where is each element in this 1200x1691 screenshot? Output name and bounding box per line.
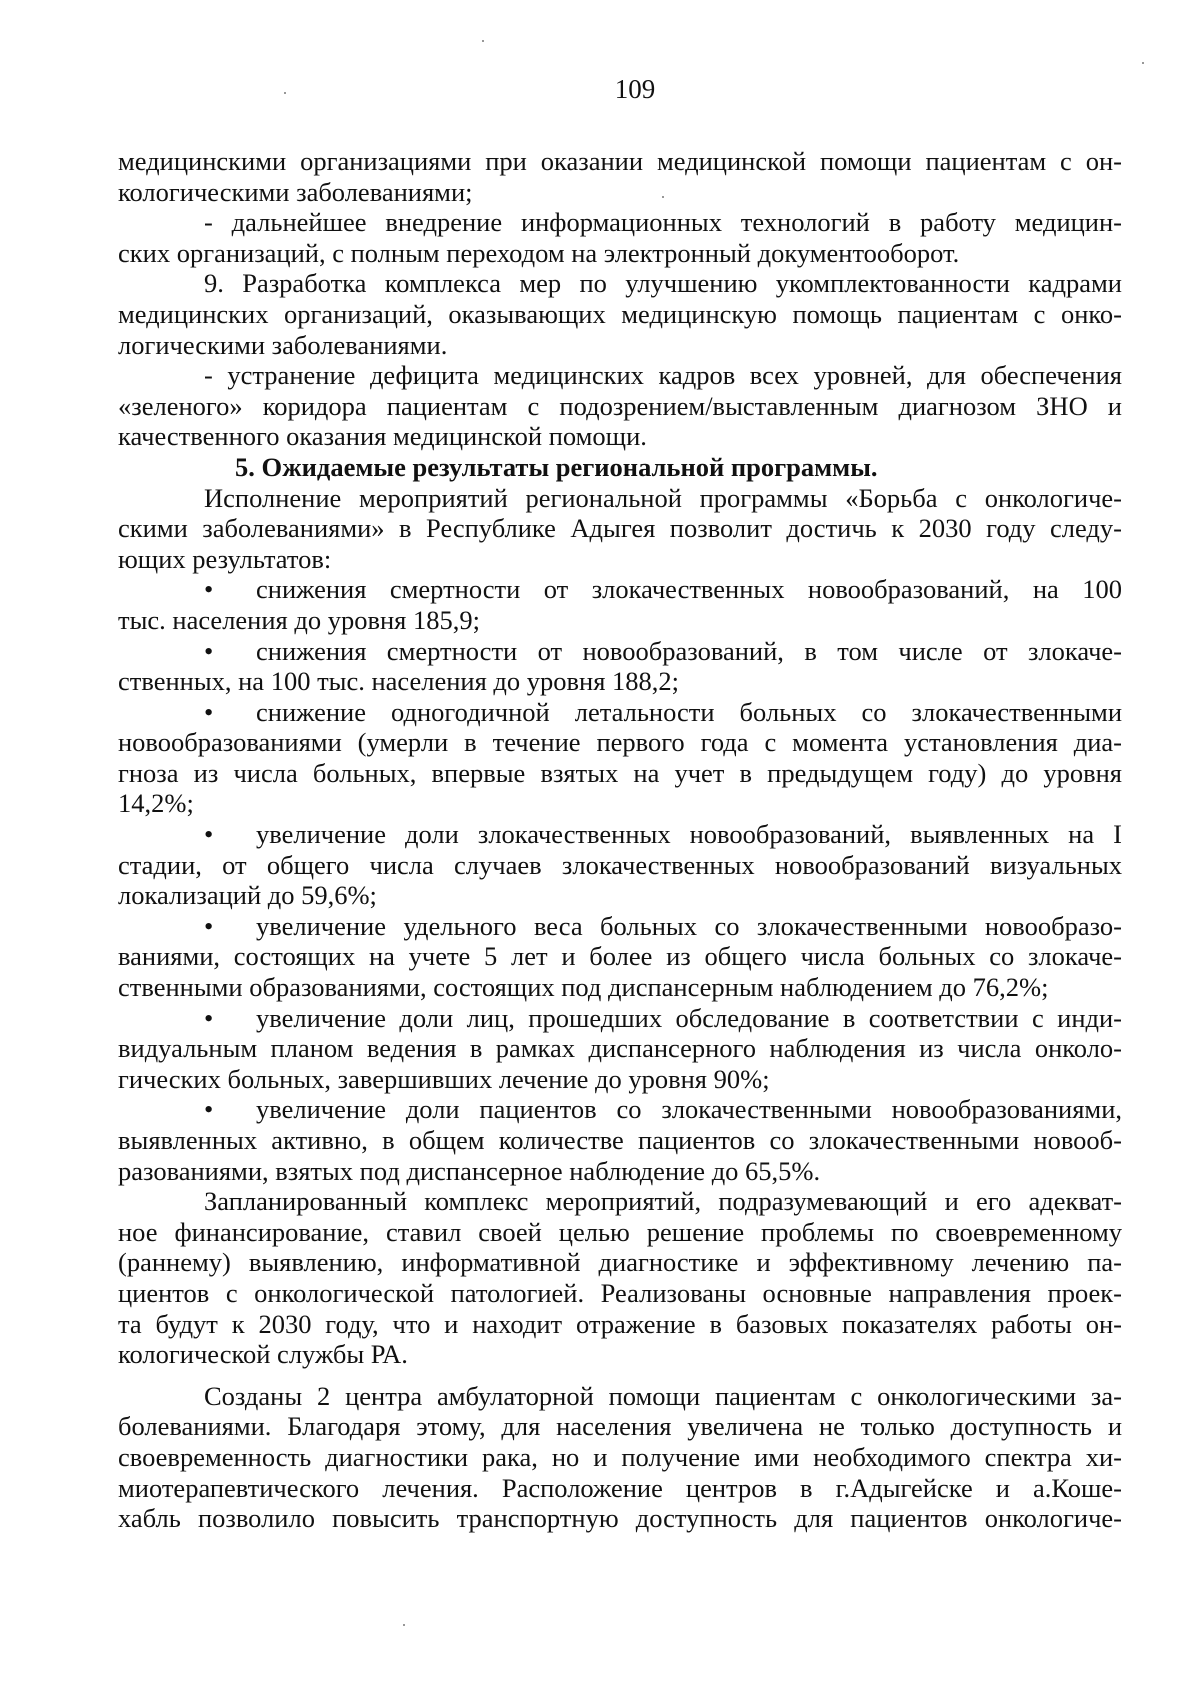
bullet-text: снижение одногодичной летальности больных со злокачественными [256, 696, 1122, 727]
scan-speck [1142, 62, 1144, 64]
text-line: ских организаций, с полным переходом на электронный документооборот. [118, 237, 960, 268]
bullet-item [118, 697, 1122, 728]
text-line: своевременность диагностики рака, но и получение ими необходимого спектра хи- [118, 1441, 1122, 1472]
text-line: Исполнение мероприятий региональной программы «Борьба с онкологиче- [204, 482, 1122, 513]
text-line: новообразованиями (умерли в течение первого года с момента установления диа- [118, 727, 1122, 758]
bullet-item [118, 574, 1122, 605]
bullet-icon: • [204, 819, 214, 850]
text-line: логическими заболеваниями. [118, 329, 448, 360]
text-line: циентов с онкологической патологией. Реализованы основные направления проек- [118, 1277, 1122, 1308]
text-line: ваниями, состоящих на учете 5 лет и более из общего числа больных со злокаче- [118, 941, 1122, 972]
text-line: кологической службы РА. [118, 1339, 408, 1370]
text-line: Запланированный комплекс мероприятий, подразумевающий и его адекват- [204, 1186, 1122, 1217]
bullet-icon: • [204, 1094, 214, 1125]
text-line: хабль позволило повысить транспортную доступность для пациентов онкологиче- [118, 1503, 1122, 1534]
text-line: - устранение дефицита медицинских кадров всех уровней, для обеспечения [204, 360, 1122, 391]
bullet-text: увеличение доли пациентов со злокачественными новообразованиями, [256, 1094, 1122, 1125]
text-line: качественного оказания медицинской помощи. [118, 421, 647, 452]
text-line: ственными образованиями, состоящих под диспансерным наблюдением до 76,2%; [118, 972, 1049, 1003]
text-line: ное финансирование, ставил своей целью решение проблемы по своевременному [118, 1216, 1122, 1247]
text-line: тыс. населения до уровня 185,9; [118, 604, 480, 635]
text-line: медицинскими организациями при оказании медицинской помощи пациентам с он- [118, 146, 1122, 176]
text-line: гноза из числа больных, впервые взятых на учет в предыдущем году) до уровня [118, 757, 1122, 788]
scan-speck [284, 92, 286, 94]
text-line: стадии, от общего числа случаев злокачественных новообразований визуальных [118, 849, 1122, 880]
text-line: ственных, на 100 тыс. населения до уровня 188,2; [118, 666, 680, 697]
text-line: разованиями, взятых под диспансерное наблюдение до 65,5%. [118, 1155, 821, 1186]
text-line: кологическими заболеваниями; [118, 176, 473, 207]
text-line: 14,2%; [118, 788, 194, 819]
text-line: миотерапевтического лечения. Расположение центров в г.Адыгейске и а.Коше- [118, 1472, 1122, 1503]
bullet-icon: • [204, 574, 214, 605]
text-line: болеваниями. Благодаря этому, для населения увеличена не только доступность и [118, 1411, 1122, 1442]
paragraph-gap [118, 1370, 1122, 1381]
page-body [118, 146, 1122, 1534]
bullet-item [118, 911, 1122, 942]
bullet-icon: • [204, 910, 214, 941]
bullet-item [118, 1003, 1122, 1034]
text-line: - дальнейшее внедрение информационных технологий в работу медицин- [204, 207, 1122, 238]
page-number: 109 [614, 74, 656, 104]
bullet-item [118, 819, 1122, 850]
bullet-item [118, 636, 1122, 667]
text-line: выявленных активно, в общем количестве пациентов со злокачественными новооб- [118, 1125, 1122, 1155]
section-heading: 5. Ожидаемые результаты региональной программы. [235, 451, 878, 482]
text-line: медицинских организаций, оказывающих медицинскую помощь пациентам с онко- [118, 298, 1122, 329]
bullet-icon: • [204, 1002, 214, 1033]
scan-speck [662, 196, 664, 198]
text-line: та будут к 2030 году, что и находит отражение в базовых показателях работы он- [118, 1308, 1122, 1339]
text-line: Созданы 2 центра амбулаторной помощи пациентам с онкологическими за- [204, 1380, 1122, 1411]
text-line: 9. Разработка комплекса мер по улучшению укомплектованности кадрами [204, 268, 1122, 299]
text-line: (раннему) выявлению, информативной диагностике и эффективному лечению па- [118, 1247, 1122, 1278]
scan-speck [403, 1624, 405, 1626]
bullet-text: снижения смертности от злокачественных новообразований, на 100 [256, 574, 1122, 605]
text-line: локализаций до 59,6%; [118, 880, 377, 911]
bullet-text: увеличение доли лиц, прошедших обследование в соответствии с инди- [256, 1002, 1122, 1033]
text-line: ющих результатов: [118, 543, 332, 574]
bullet-icon: • [204, 696, 214, 727]
text-line: видуальным планом ведения в рамках диспансерного наблюдения из числа онколо- [118, 1033, 1122, 1064]
text-line: скими заболеваниями» в Республике Адыгея позволит достичь к 2030 году следу- [118, 513, 1122, 544]
scan-speck [482, 40, 484, 42]
bullet-text: снижения смертности от новообразований, в том числе от злокаче- [256, 635, 1122, 666]
bullet-text: увеличение доли злокачественных новообразований, выявленных на I [256, 819, 1122, 850]
text-line: гических больных, завершивших лечение до уровня 90%; [118, 1063, 770, 1094]
bullet-item [118, 1094, 1122, 1125]
text-line: «зеленого» коридора пациентам с подозрением/выставленным диагнозом ЗНО и [118, 390, 1122, 421]
bullet-text: увеличение удельного веса больных со злокачественными новообразо- [256, 910, 1122, 941]
bullet-icon: • [204, 635, 214, 666]
